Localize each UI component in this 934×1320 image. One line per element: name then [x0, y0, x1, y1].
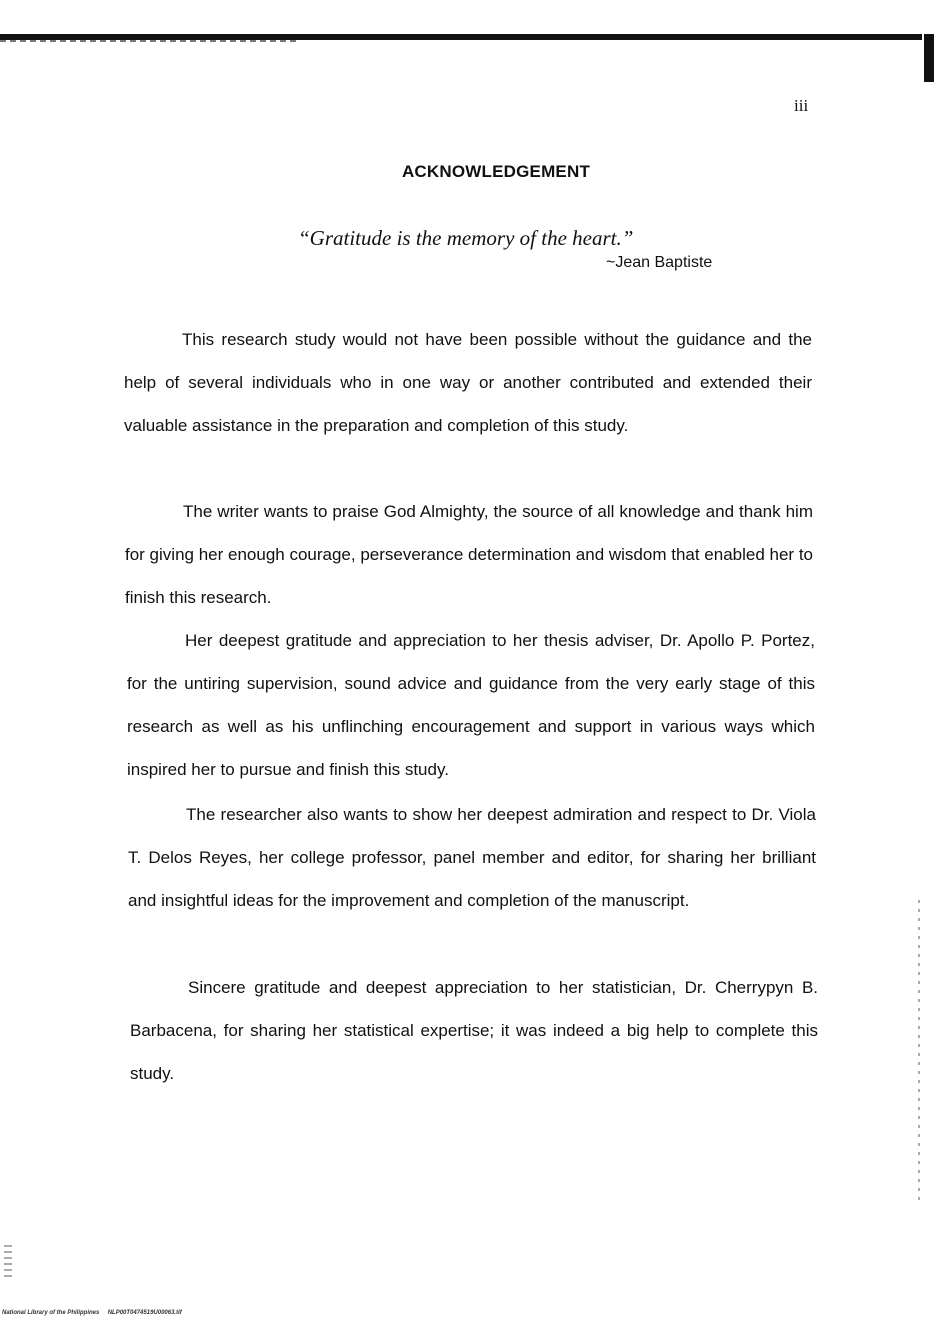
scan-footer	[2, 1310, 182, 1316]
page-title: ACKNOWLEDGEMENT	[401, 162, 591, 181]
paragraph-text: This research study would not have been possible without the guidance and the help of several individuals who in one way or another contributed and extended their valuable assistance in the preparation and completion of this study.	[124, 330, 812, 435]
scan-top-border-fringe	[0, 40, 300, 42]
scan-left-edge-noise	[4, 1245, 12, 1279]
paragraph	[125, 490, 813, 619]
epigraph-quote: “Gratitude is the memory of the heart.”	[298, 226, 634, 250]
paragraph	[127, 619, 815, 791]
scan-right-border	[924, 34, 934, 82]
scan-right-edge-noise	[918, 900, 920, 1200]
page-number: iii	[794, 96, 809, 115]
paragraph-text: Her deepest gratitude and appreciation to her thesis adviser, Dr. Apollo P. Portez, for the untiring supervision, sound advice and guidance from the very early stage of this research as well as his unflinching encouragement and support in various ways which inspired her to pursue and finish this study.	[127, 631, 815, 779]
paragraph	[124, 318, 812, 447]
epigraph-author: ~Jean Baptiste	[606, 254, 713, 271]
paragraph	[128, 793, 816, 922]
paragraph-text: The researcher also wants to show her deepest admiration and respect to Dr. Viola T. Delos Reyes, her college professor, panel member and editor, for sharing her brilliant and insightful ideas for the improvement and completion of the manuscript.	[128, 805, 816, 910]
paragraph	[130, 966, 818, 1095]
footer-file-id: NLP00T0474519U00063.tif	[107, 1310, 182, 1316]
paragraph-text: The writer wants to praise God Almighty, the source of all knowledge and thank him for giving her enough courage, perseverance determination and wisdom that enabled her to finish this research.	[125, 502, 813, 607]
footer-library: National Library of the Philippines	[2, 1310, 100, 1316]
paragraph-text: Sincere gratitude and deepest appreciation to her statistician, Dr. Cherrypyn B. Barbacena, for sharing her statistical expertise; it was indeed a big help to complete this study.	[130, 978, 818, 1083]
